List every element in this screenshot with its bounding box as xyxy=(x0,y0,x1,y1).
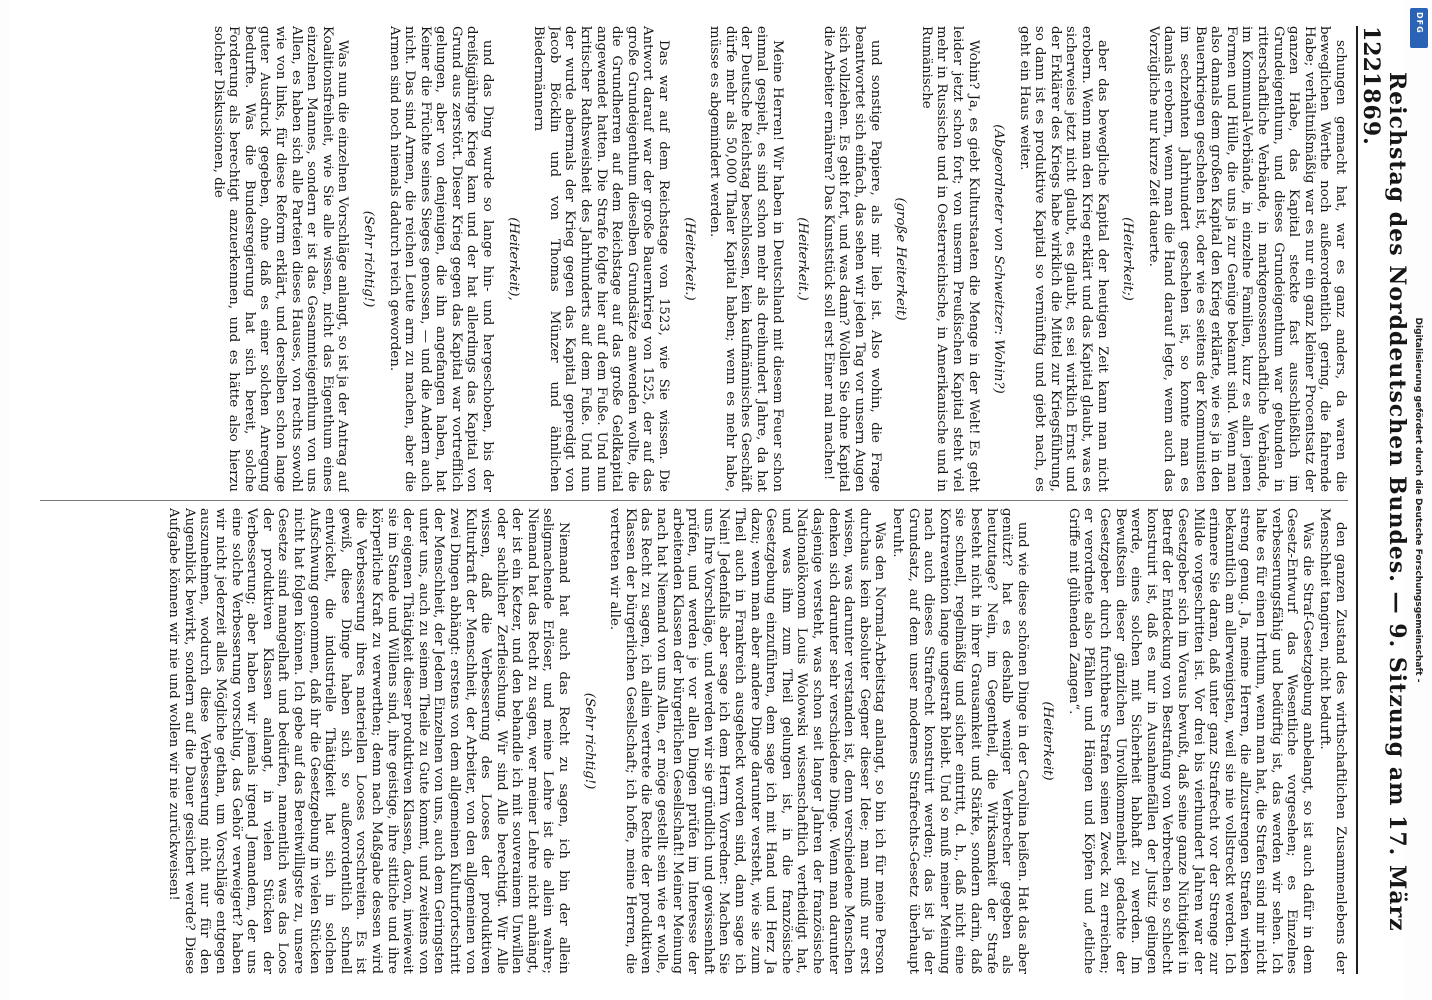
interjection: (Heiterkeit.) xyxy=(795,217,811,301)
interjection: (Heiterkeit;) xyxy=(1120,217,1136,301)
credit-text: Digitalisierung gefördert durch die Deutsche Forschungsgemeinschaft - xyxy=(1413,317,1423,683)
page-number: 122 xyxy=(1358,26,1384,72)
paragraph: und das Ding wurde so lange hin- und hergeschoben, bis der dreißigjährige Krieg kam und der hat allerdings das Kapital von Grund aus zerstört. Dieser Krieg gegen das Kapital war vortrefflich gelungen, aber von denjenigen, die ihn angefangen haben, hat Keiner die Früchte seines Sieges genossen, — und die Andern auch nicht. Das sind Armen, die reichen Leute arm zu machen, aber die Armen sind noch niemals dadurch reich geworden. xyxy=(386,26,496,492)
interjection: (Heiterkeit.) xyxy=(681,217,697,301)
page-title: Reichstag des Norddeutschen Bundes. — 9. Sitzung am 17. März 1869. xyxy=(1358,71,1410,932)
interjection: (Sehr richtig!) xyxy=(581,692,597,790)
paragraph: Niemand hat auch das Recht zu sagen, ich bin der allein seligmachende Erlöser, und meine Lehre ist die allein wahre; Niemand hat das Recht zu sagen, wer meiner Lehre nicht anhängt, der ist ein Ketzer, und den behandle ich mit souverainem Unwillen oder sachlicher Zerfleischung. Wir sind Alle berechtigt. Wir Alle wissen, daß die Verbesserung des Looses der produktiven Kulturkraft der Menschheit, der Arbeiter, von den allgemeinen von zwei Dingen abhängt: erstens von dem allgemeinen Kulturfortschritt der Menschheit, der Jedem Einzelnen von uns, auch dem Geringsten unter uns, auch zu seinem Theile zu Gute kommt, und zweitens von der eigenen Thätigkeit dieser produktiven Klassen, davon, inwieweit sie im Stande und Willens sind, ihre geistige, ihre sittliche und ihre körperliche Kraft zu verwerthen; denn nach Maßgabe dessen wird die Verbesserung ihres materiellen Looses vorschreiten. Es ist gewiß, diese Dinge haben sich so außerordentlich schnell entwickelt, die industrielle Thätigkeit hat sich in solchen Aufschwung genommen, daß ihr die Gesetzgebung in vielen Stücken nicht hat folgen können. Ich gebe auf das Bereitwilligste zu, unsere Gesetze sind mangelhaft und bedürfen, namentlich was das Loos der produktiven Klassen anlangt, in vielen Stücken der Verbesserung; aber haben wir jemals irgend Jemandem, der uns eine solche Verbesserung vorschlug, das Gehör verweigert? haben wir nicht jederzeit alles Mögliche gethan, um Vorschläge entgegen auszunehmen, wodurch diese Verbesserung nicht nur für den Augenblick bewirkt, sondern auf die Dauer gesichert werde? Diese Aufgabe können wir nie und wollen wir nie zurückweisen! xyxy=(166,508,572,974)
column-left xyxy=(40,26,1348,492)
column-divider xyxy=(40,500,1348,501)
paragraph: Meine Herren! Wir haben in Deutschland mit diesem Feuer schon einmal gespielt, es sind schon mehr als dreihundert Jahre, da hat der Deutsche Reichstag beschlossen, kein kaufmännisches Geschäft dürfe mehr als 50,000 Thaler Kapital haben; wenn es mehr habe, müsse es abgemindert werden. xyxy=(707,26,785,492)
paragraph: schungen gemacht hat, war es ganz anders, da waren die beweglichen Werthe noch außerordentlich gering, die fahrende Habe; verhältnißmäßig war es nur ein ganz kleiner Procentsatz der ganzen Habe, das Kapital steckte fast ausschließlich im Grundeigenthum, und dieses Grundeigenthum war gebunden in ritterschaftliche Verbände, in markgenossenschaftliche Verbände, im Kommunal-Verbände, in einzelne Familien, kurz es allen jenen Formen und Hülle, die uns ja zur Genüge bekannt sind. Wenn man also damals dem großen Kapital den Krieg erklärte, wie es ja in den Bauernkriegen geschehen ist, oder wie es seitens der Kommunisten im sechzehnten Jahrhundert geschehen ist, so konnte man es damals erobern, wenn man die Hand darauf legte, wenn auch das Vorzügliche nur kurze Zeit dauerte. xyxy=(1145,26,1348,492)
paragraph: Was die Straf-Gesetzgebung anbelangt, so ist auch dafür in dem Gesetz-Entwurf das Wesentliche vorgesehen; es Einzelnes verbesserungsfähig und bedürftig ist, das werden wir sehen. Ich halte es für einen Irrthum, wenn man hat, die Strafen sind mir nicht streng genug. Ja, meine Herren, die allzustrengen Strafen wirken bekanntlich am allerwenigsten, weil sie nie vollstreckt werden. Ich erinnere Sie daran, daß unter ganz Strafrecht vor der Strenge zur Milde vorgeschritten ist. Vor drei bis vierhundert Jahren war der Gesetzgeber sich im Voraus bewußt, daß seine ganze Nichtigkeit in Betreff der Entdeckung von Bestrafung von Verbrechen so schlecht konstruirt ist, daß es nur in Ausnahmefällen der Justiz gelingen werde, eines solchen mit Sicherheit habhaft zu werden. Im Bewußtsein dieser gänzlichen Unvollkommenheit gedachte der Gesetzgeber durch furchtbare Strafen seinen Zweck zu erreichen; er verordnete also Pfählen und Hängen und Köpfen und „etliche Griffe mit glühenden Zangen“. xyxy=(1065,508,1315,974)
paragraph: Das war auf dem Reichstage von 1523, wie Sie wissen. Die Antwort darauf war der große Bauernkrieg von 1525, der auf das große Grundeigenthum dieselben Grundsätze anwenden wollte, die die Grundherren auf dem Reichstage auf das große Geldkapital angewendet hatten. Die Strafe folgte hier auf dem Fuße. Und nun kritischer Rathsweisheit des Jahrhunderts auf dem Fuße. Und nun der wurde abermals der Krieg gegen das Kapital gepredigt von Jacob Böcklin und von Thomas Münzer und ähnlichen Biedermännern xyxy=(531,26,672,492)
rotated-page xyxy=(10,0,1410,1000)
digitization-credit xyxy=(1406,0,1430,1000)
running-header xyxy=(1356,26,1410,974)
paragraph: Wohin? Ja, es giebt Kulturstaaten die Menge in der Welt! Es geht leider jetzt schon fort; von unserm Preußischen Kapital steht viel mehr in Russische und in Oesterreichische, in Amerikanische und in Rumänische xyxy=(918,26,981,492)
dfg-logo xyxy=(1410,8,1428,48)
paragraph: Was den Normal-Arbeitstag anlangt, so bin ich für meine Person durchaus kein absoluter Gegner dieser Idee; man muß nur erst wissen, was darunter verstanden ist, denn verschiedene Menschen denken sich darunter sehr verschiedene Dinge. Wenn man darunter dasjenige versteht, was schon seit langer Jahren der französische Nationalökonom Louis Wolowski wissenschaftlich vertheidigt hat, und was ihm zum Theil gelungen ist, in die französische Gesetzgebung einzuführen, dem sage ich mit Hand und Herz Ja dazu; wenn man aber andere Dinge darunter versteht, wie sie zum Theil auch in Frankreich ausgeheckt worden sind, dann sage ich Nein! Jedenfalls aber sage ich dem Herrn Vorredner: Machen Sie uns Ihre Vorschläge, und werden wir sie gründlich und gewissenhaft prüfen, und werden je vor allen Dingen prüfen im Interesse der arbeitenden Klassen der bürgerlichen Gesellschaft! Meiner Meinung nach hat Niemand von uns Allen, er möge gestellt sein wie er wolle, das Recht zu sagen, ich allein vertrete die Rechte der produktiven Klassen der bürgerlichen Gesellschaft; ich hoffe, meine Herren, die vertreten wir alle. xyxy=(607,508,888,974)
paragraph: Was nun die einzelnen Vorschläge anlangt, so ist ja der Antrag auf Koalitionsfreiheit, wie Sie alle wissen, nicht das Eigenthum eines einzelnen Mannes, sondern er ist das Gesammteigenthum von uns Allen, es haben sich alle Parteien dieses Hauses, von rechts sowohl wie von links, für diese Reform erklärt, und derselben schon lange guter Ausdruck gegeben, ohne daß es einer solchen Anregung bedurfte. Was die Bundesregierung hat sich bereit, solche Forderung als berechtigt anzuerkennen, und es hätte also hierzu solcher Diskussionen, die xyxy=(210,26,351,492)
dfg-logo-text: DFG xyxy=(1415,12,1424,34)
interjection: (Sehr richtig!) xyxy=(360,210,376,308)
interjection: (Abgeordneter von Schweitzer: Wohin?) xyxy=(991,124,1007,394)
paragraph: aber das bewegliche Kapital der heutigen Zeit kann man nicht erobern. Wenn man den Krieg erklärt und das Kapital glaubt, was es sicherweise jetzt nicht glaubt, es glaubt, es sei wirklich Ernst und der Erklärer des Kriegs habe wirklich die Mittel zur Kriegsführung, so dann ist es produktive Kapital so vernünftig und giebt nach, es geht ein Haus weiter. xyxy=(1016,26,1110,492)
interjection: (große Heiterkeit) xyxy=(893,197,909,321)
interjection: (Heiterkeit), xyxy=(505,217,521,301)
paragraph: und wie diese schönen Dinge in der Carolina heißen. Hat das aber genützt? hat es deshalb weniger Verbrecher gegeben als heutzutage? Nein, im Gegentheil, die Wirksamkeit der Strafe besteht nicht in ihrer Grausamkeit und Stärke, sondern darin, daß sie schnell, regelmäßig und sicher eintritt, d. h., daß nicht eine Kontravention lange ungestraft bleibt. Und so muß meiner Meinung nach auch dieses Strafrecht konstruirt werden; das ist ja der Grundsatz, auf dem unser modernes Strafrechts-Gesetz überhaupt beruht. xyxy=(889,508,1030,974)
paragraph: und sonstige Papiere, als mir lieb ist. Also wohin, die Frage beantwortet sich einfach, das sehen wir jeden Tag vor unsern Augen sich vollziehen. Es geht fort, und was dann? Wollen Sie ohne Kapital die Arbeiter ernähren? Das Kunststück soll erst Einer mal machen! xyxy=(820,26,883,492)
paragraph: den ganzen Zustand des wirthschaftlichen Zusammenlebens der Menschheit tangiren, nicht bedurft. xyxy=(1317,508,1348,974)
interjection: (Heiterkeit) xyxy=(1040,701,1056,781)
column-right xyxy=(40,508,1348,974)
